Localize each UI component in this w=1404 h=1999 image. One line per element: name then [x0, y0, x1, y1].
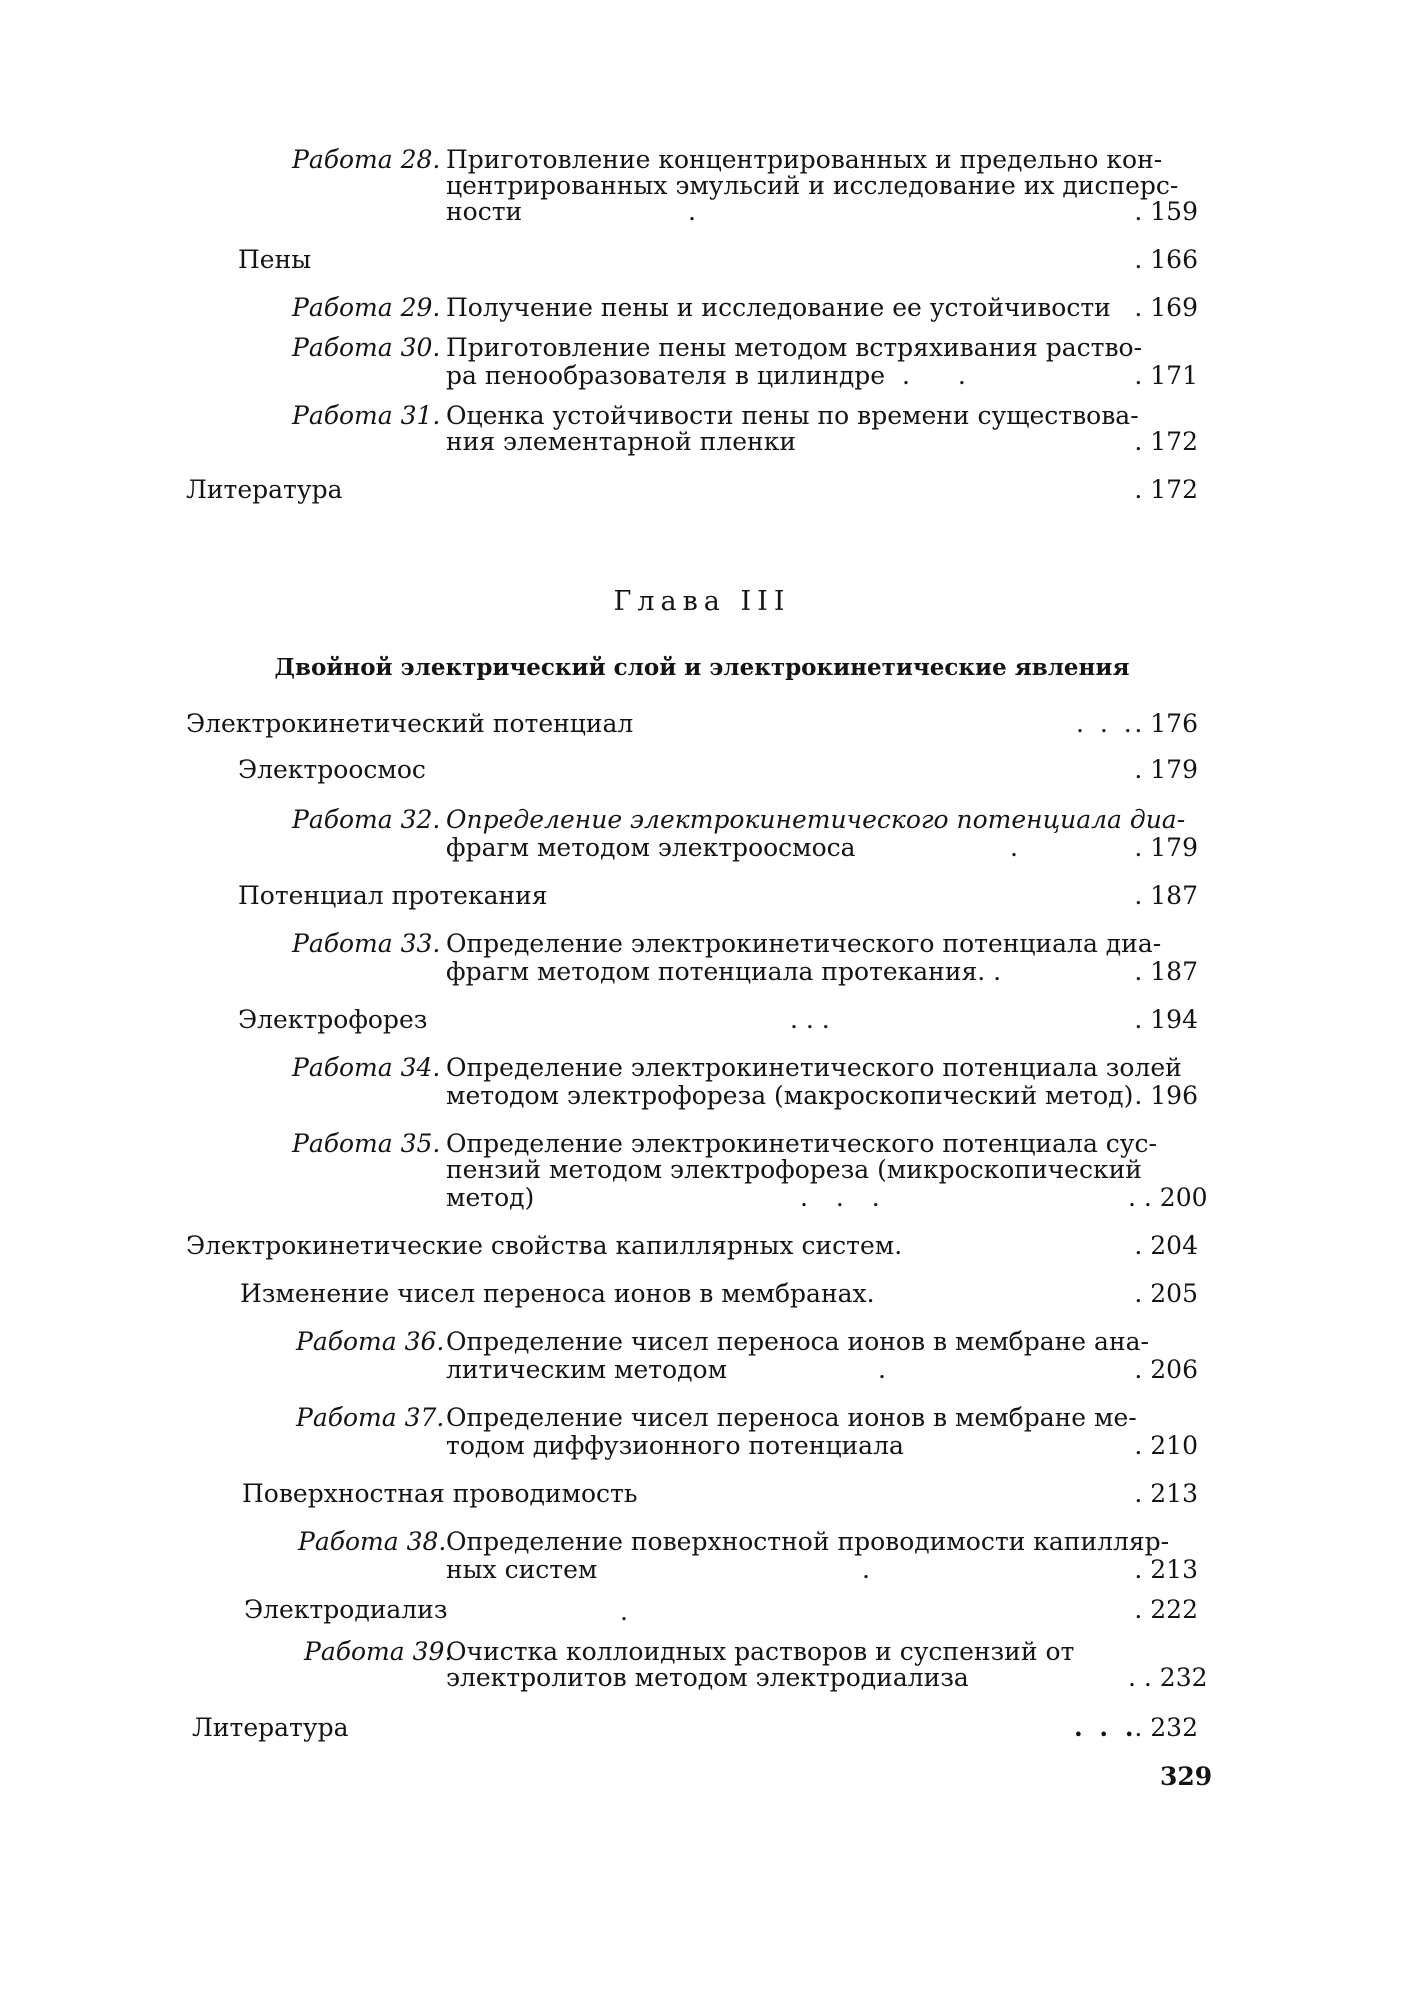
toc-entry-work-29: [292, 294, 440, 322]
work-label: Работа 32.: [292, 805, 441, 834]
dot-leader: .: [620, 1597, 628, 1626]
page-number: . 179: [1134, 833, 1198, 862]
page-number: . . 200: [1128, 1183, 1208, 1212]
toc-entry-work-30: [292, 334, 440, 362]
toc-entry-work-33: [292, 930, 440, 958]
page-number: . 196: [1134, 1081, 1198, 1110]
toc-line: пензий методом электрофореза (микроскопический: [446, 1155, 1142, 1184]
toc-line: Приготовление концентрированных и предельно кон-: [446, 145, 1163, 174]
toc-line: центрированных эмульсий и исследование их дисперс-: [446, 171, 1179, 200]
toc-heading-streaming-potential: Потенциал протекания: [238, 881, 548, 910]
dot-leader: .: [688, 197, 696, 226]
page-number: . 222: [1134, 1595, 1198, 1624]
toc-heading-surface-conductivity: Поверхностная проводимость: [242, 1479, 638, 1508]
toc-heading-electrodialysis: Электродиализ: [244, 1595, 448, 1624]
dot-leader: . . .: [800, 1183, 880, 1212]
page-number: . 206: [1134, 1355, 1198, 1384]
toc-line: Определение чисел переноса ионов в мембране ме-: [446, 1403, 1137, 1432]
toc-line: Определение электрокинетического потенциала золей: [446, 1053, 1182, 1082]
page-number: . 210: [1134, 1431, 1198, 1460]
work-label: Работа 37.: [296, 1403, 445, 1432]
page-number: . 194: [1134, 1005, 1198, 1034]
dot-leader: .: [1010, 833, 1018, 862]
toc-line: Приготовление пены методом встряхивания раство-: [446, 333, 1143, 362]
toc-entry-work-39: [304, 1638, 452, 1666]
toc-heading-transference: Изменение чисел переноса ионов в мембранах.: [240, 1279, 875, 1308]
page-number: . 171: [1134, 361, 1198, 390]
page-number: . 213: [1134, 1555, 1198, 1584]
page-number: . 205: [1134, 1279, 1198, 1308]
page-number: . 213: [1134, 1479, 1198, 1508]
page-number: . 179: [1134, 755, 1198, 784]
work-label: Работа 36.: [296, 1327, 445, 1356]
toc-line: Определение электрокинетического потенциала сус-: [446, 1129, 1157, 1158]
toc-line: Определение поверхностной проводимости капилляр-: [446, 1527, 1170, 1556]
folio-page-number: 329: [1160, 1762, 1213, 1791]
toc-line: литическим методом: [446, 1355, 728, 1384]
page-number: . 172: [1134, 427, 1198, 456]
dot-leader: . . .: [1074, 1713, 1138, 1742]
page-number: . 232: [1134, 1713, 1198, 1742]
page-number: . 159: [1134, 197, 1198, 226]
work-label: Работа 35.: [292, 1129, 441, 1158]
work-label: Работа 28.: [292, 145, 441, 174]
page-number: . 187: [1134, 881, 1198, 910]
page-number: . 172: [1134, 475, 1198, 504]
toc-line: Определение электрокинетического потенциала диа-: [446, 929, 1162, 958]
work-label: Работа 39.: [304, 1637, 453, 1666]
work-label: Работа 33.: [292, 929, 441, 958]
chapter-number: Глава III: [613, 586, 791, 617]
toc-entry-work-34: [292, 1054, 440, 1082]
dot-leader: .: [878, 1355, 886, 1384]
toc-line: ра пенообразователя в цилиндре: [446, 361, 886, 390]
toc-line: Определение электрокинетического потенциала диа-: [446, 805, 1186, 834]
dot-leader: .: [862, 1555, 870, 1584]
toc-line: методом электрофореза (макроскопический метод): [446, 1081, 1134, 1110]
toc-line: тодом диффузионного потенциала: [446, 1431, 904, 1460]
work-label: Работа 30.: [292, 333, 441, 362]
toc-heading-electrophoresis: Электрофорез: [238, 1005, 428, 1034]
toc-line: ния элементарной пленки: [446, 427, 796, 456]
toc-heading-literature-2: Литература: [192, 1713, 349, 1742]
toc-entry-work-36: [296, 1328, 444, 1356]
dot-leader: . . .: [790, 1005, 830, 1034]
toc-line: ных систем: [446, 1555, 598, 1584]
dot-leader: . .: [902, 361, 966, 390]
toc-line: Оценка устойчивости пены по времени существова-: [446, 401, 1139, 430]
page-number: . 169: [1134, 293, 1198, 322]
page-number: . 204: [1134, 1231, 1198, 1260]
toc-line: электролитов методом электродиализа: [446, 1663, 969, 1692]
work-label: Работа 38.: [298, 1527, 447, 1556]
toc-entry-work-32: [292, 806, 440, 834]
toc-heading-foams: Пены: [238, 245, 312, 274]
work-label: Работа 34.: [292, 1053, 441, 1082]
chapter-title: Двойной электрический слой и электрокинетические явления: [274, 654, 1130, 681]
toc-line: метод): [446, 1183, 535, 1212]
toc-line: ности: [446, 197, 523, 226]
dot-leader: . . .: [1076, 709, 1136, 738]
work-label: Работа 29.: [292, 293, 441, 322]
work-label: Работа 31.: [292, 401, 441, 430]
toc-line: Очистка коллоидных растворов и суспензий от: [446, 1637, 1075, 1666]
toc-line: Получение пены и исследование ее устойчивости: [446, 293, 1111, 322]
toc-heading-literature: Литература: [186, 475, 343, 504]
page-number: . 176: [1134, 709, 1198, 738]
toc-entry-work-37: [296, 1404, 444, 1432]
toc-entry-work-31: [292, 402, 440, 430]
toc-heading-electroosmosis: Электроосмос: [238, 755, 426, 784]
toc-entry-work-35: [292, 1130, 440, 1158]
toc-heading-ek-potential: Электрокинетический потенциал: [186, 709, 634, 738]
toc-line: фрагм методом потенциала протекания. .: [446, 957, 1002, 986]
page-number: . 166: [1134, 245, 1198, 274]
page-number: . 187: [1134, 957, 1198, 986]
page-number: . . 232: [1128, 1663, 1208, 1692]
toc-heading-ek-capillary: Электрокинетические свойства капиллярных систем.: [186, 1231, 903, 1260]
toc-entry-work-28: [292, 146, 440, 174]
toc-line: Определение чисел переноса ионов в мембране ана-: [446, 1327, 1149, 1356]
toc-entry-work-38: [298, 1528, 446, 1556]
toc-line: фрагм методом электроосмоса: [446, 833, 856, 862]
